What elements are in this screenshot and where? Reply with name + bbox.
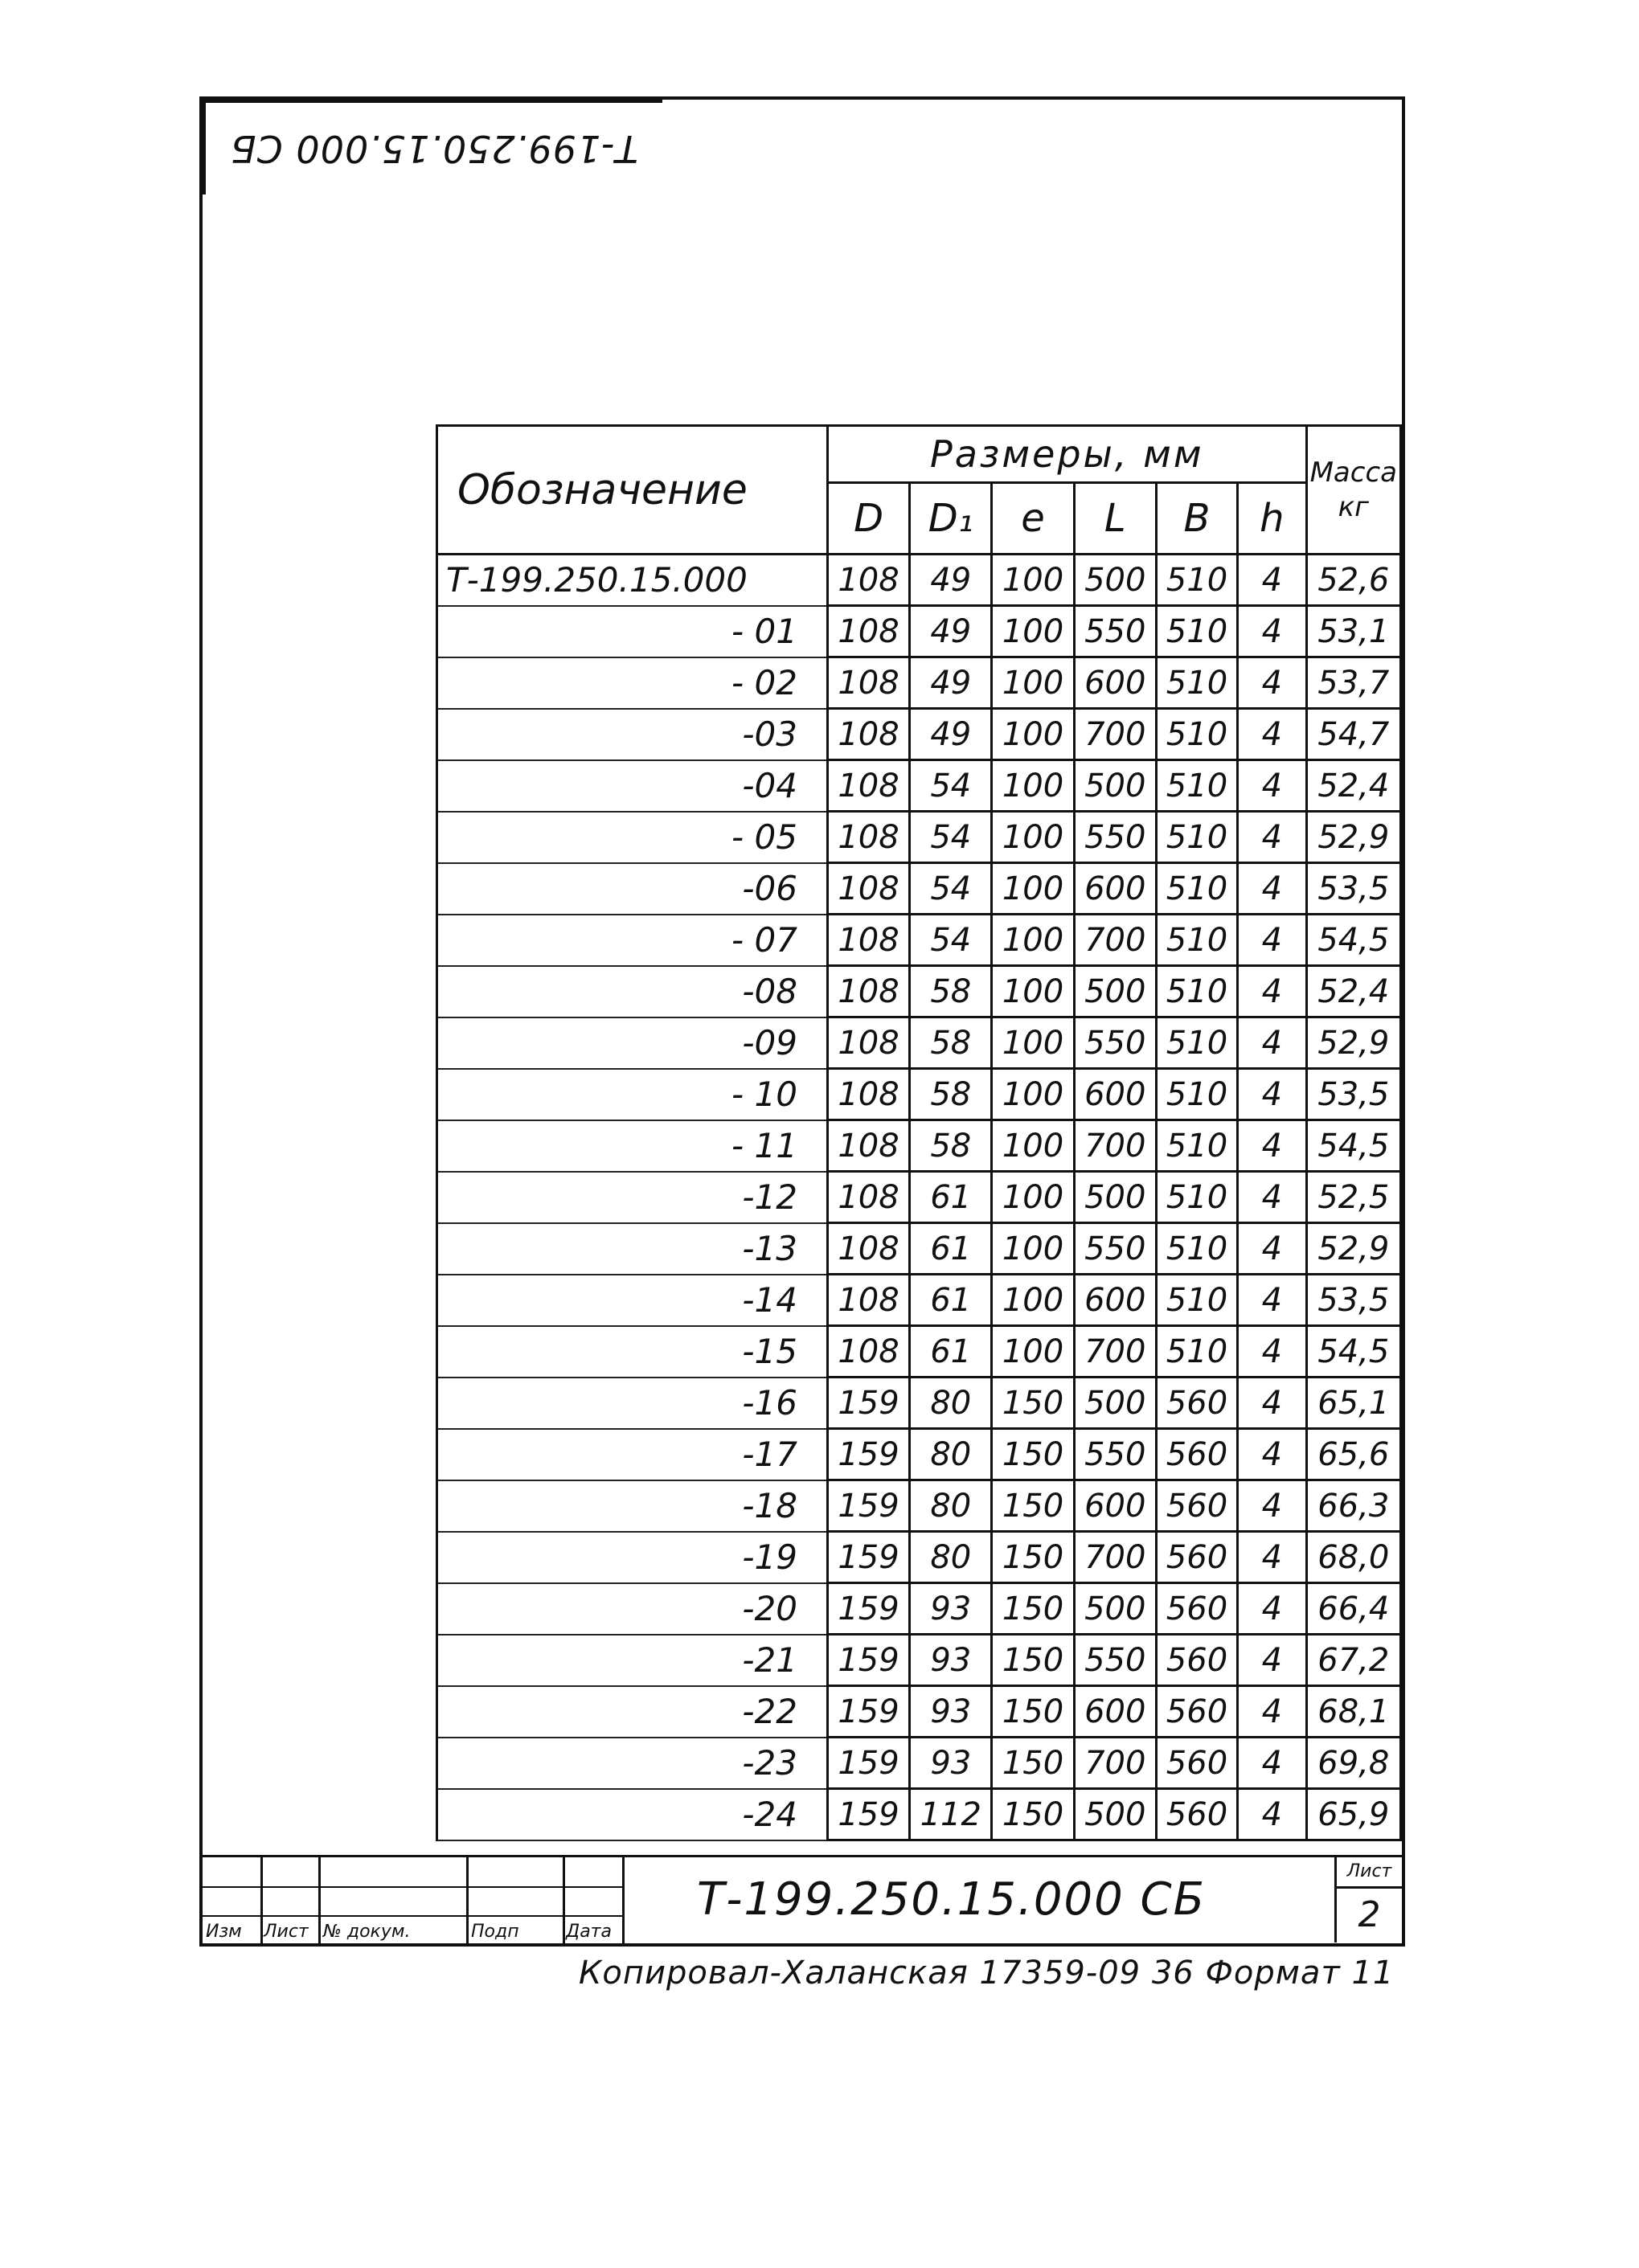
mass-cell: 67,2 [1306,1635,1400,1686]
cell-b: 510 [1156,812,1237,863]
label-signature: Подп [471,1922,519,1942]
cell-b: 560 [1156,1789,1237,1840]
cell-e: 150 [992,1686,1074,1738]
cell-l: 550 [1074,1635,1156,1686]
cell-h: 4 [1238,1069,1307,1120]
mass-cell: 65,1 [1306,1378,1400,1429]
sheet-number: 2 [1358,1894,1381,1935]
cell-b: 510 [1156,1223,1237,1275]
mass-cell: 53,7 [1306,657,1400,709]
cell-d: 159 [827,1789,909,1840]
cell-b: 510 [1156,863,1237,915]
cell-e: 100 [992,1120,1074,1172]
mass-cell: 54,7 [1306,709,1400,760]
mass-cell: 52,4 [1306,760,1400,812]
table-row [437,812,1401,863]
cell-d1: 80 [910,1429,992,1480]
cell-d1: 49 [910,709,992,760]
cell-l: 600 [1074,1686,1156,1738]
cell-d1: 54 [910,915,992,966]
label-change: Изм [206,1922,242,1942]
cell-d: 108 [827,555,909,606]
designation-cell: -18 [437,1480,828,1532]
cell-d1: 93 [910,1738,992,1789]
cell-d1: 80 [910,1532,992,1583]
sheet-label: Лист [1337,1857,1402,1889]
cell-d: 108 [827,1120,909,1172]
table-row [437,1017,1401,1069]
cell-b: 560 [1156,1480,1237,1532]
cell-h: 4 [1238,1583,1307,1635]
table-row [437,1789,1401,1840]
cell-d: 159 [827,1429,909,1480]
cell-d1: 61 [910,1275,992,1326]
mass-cell: 52,4 [1306,966,1400,1017]
cell-h: 4 [1238,863,1307,915]
cell-d1: 93 [910,1686,992,1738]
table-row [437,760,1401,812]
table-row [437,709,1401,760]
cell-h: 4 [1238,1378,1307,1429]
cell-e: 100 [992,966,1074,1017]
mass-cell: 66,4 [1306,1583,1400,1635]
cell-d: 108 [827,966,909,1017]
designation-cell: -23 [437,1738,828,1789]
cell-e: 100 [992,709,1074,760]
cell-e: 150 [992,1789,1074,1840]
cell-l: 700 [1074,1532,1156,1583]
cell-d: 108 [827,760,909,812]
designation-cell: -22 [437,1686,828,1738]
cell-b: 560 [1156,1686,1237,1738]
cell-d1: 49 [910,657,992,709]
cell-d: 108 [827,863,909,915]
designation-cell: -03 [437,709,828,760]
cell-e: 100 [992,915,1074,966]
table-row [437,1223,1401,1275]
cell-d1: 49 [910,606,992,657]
cell-l: 600 [1074,1275,1156,1326]
cell-h: 4 [1238,760,1307,812]
cell-d1: 54 [910,812,992,863]
cell-e: 150 [992,1429,1074,1480]
table-row [437,1120,1401,1172]
cell-l: 600 [1074,863,1156,915]
document-number: Т-199.250.15.000 СБ [697,1873,1207,1926]
cell-h: 4 [1238,812,1307,863]
cell-d: 108 [827,1223,909,1275]
cell-b: 510 [1156,555,1237,606]
cell-e: 100 [992,1326,1074,1378]
cell-d1: 61 [910,1223,992,1275]
cell-d: 108 [827,606,909,657]
mass-cell: 68,1 [1306,1686,1400,1738]
cell-d: 159 [827,1378,909,1429]
cell-b: 510 [1156,1017,1237,1069]
designation-cell: - 01 [437,606,828,657]
cell-d: 108 [827,657,909,709]
cell-l: 700 [1074,709,1156,760]
cell-l: 500 [1074,1172,1156,1223]
cell-l: 600 [1074,657,1156,709]
table-row [437,1172,1401,1223]
cell-h: 4 [1238,1120,1307,1172]
table-row [437,1480,1401,1532]
mass-cell: 65,9 [1306,1789,1400,1840]
cell-b: 510 [1156,606,1237,657]
cell-d1: 80 [910,1480,992,1532]
cell-e: 150 [992,1378,1074,1429]
cell-l: 600 [1074,1480,1156,1532]
designation-cell: -21 [437,1635,828,1686]
cell-d: 159 [827,1583,909,1635]
label-doc-number: № докум. [323,1922,411,1942]
designation-cell: -17 [437,1429,828,1480]
table-row [437,1635,1401,1686]
cell-d1: 54 [910,760,992,812]
cell-d: 108 [827,812,909,863]
cell-b: 510 [1156,1275,1237,1326]
mass-cell: 52,9 [1306,1017,1400,1069]
sheet-box [1334,1857,1402,1943]
inverted-document-code: Т-199.250.15.000 СБ [203,100,662,194]
mass-cell: 66,3 [1306,1480,1400,1532]
mass-cell: 53,5 [1306,863,1400,915]
table-row [437,966,1401,1017]
cell-l: 700 [1074,1738,1156,1789]
cell-d: 108 [827,1172,909,1223]
designation-cell: - 10 [437,1069,828,1120]
cell-d: 159 [827,1635,909,1686]
mass-cell: 69,8 [1306,1738,1400,1789]
label-sheet: Лист [264,1922,309,1942]
cell-h: 4 [1238,1480,1307,1532]
cell-b: 510 [1156,709,1237,760]
designation-cell: -19 [437,1532,828,1583]
mass-cell: 68,0 [1306,1532,1400,1583]
cell-l: 600 [1074,1069,1156,1120]
table-row [437,606,1401,657]
column-header-h: h [1238,483,1307,555]
mass-header [1306,426,1400,555]
cell-l: 500 [1074,1789,1156,1840]
mass-cell: 52,6 [1306,555,1400,606]
cell-e: 100 [992,760,1074,812]
designation-cell: - 07 [437,915,828,966]
cell-b: 560 [1156,1738,1237,1789]
cell-h: 4 [1238,1017,1307,1069]
designation-header: Обозначение [437,426,828,555]
cell-d: 159 [827,1480,909,1532]
table-row [437,915,1401,966]
mass-cell: 54,5 [1306,1326,1400,1378]
table-row [437,1738,1401,1789]
designation-cell: -20 [437,1583,828,1635]
designation-cell: -13 [437,1223,828,1275]
designation-cell: -15 [437,1326,828,1378]
cell-d: 108 [827,1326,909,1378]
cell-b: 560 [1156,1532,1237,1583]
cell-b: 510 [1156,1069,1237,1120]
table-row [437,1378,1401,1429]
cell-d1: 49 [910,555,992,606]
cell-d1: 58 [910,966,992,1017]
cell-e: 100 [992,1017,1074,1069]
cell-l: 500 [1074,760,1156,812]
mass-header-label: Масса [1309,456,1397,489]
cell-b: 560 [1156,1429,1237,1480]
cell-h: 4 [1238,1223,1307,1275]
cell-d1: 58 [910,1120,992,1172]
drawing-sheet [199,96,1405,1947]
cell-l: 500 [1074,966,1156,1017]
designation-cell: -09 [437,1017,828,1069]
designation-cell: -06 [437,863,828,915]
cell-d1: 93 [910,1583,992,1635]
cell-d1: 93 [910,1635,992,1686]
table-row [437,1583,1401,1635]
cell-d: 108 [827,1069,909,1120]
designation-cell: -08 [437,966,828,1017]
cell-b: 510 [1156,966,1237,1017]
mass-header-unit: кг [1338,490,1369,523]
column-header-b: B [1156,483,1237,555]
cell-e: 100 [992,657,1074,709]
cell-b: 560 [1156,1378,1237,1429]
title-block [203,1855,1402,1943]
table-row [437,555,1401,606]
cell-h: 4 [1238,1326,1307,1378]
cell-h: 4 [1238,1738,1307,1789]
table-row [437,1275,1401,1326]
label-date: Дата [566,1922,612,1942]
cell-d1: 112 [910,1789,992,1840]
cell-e: 150 [992,1583,1074,1635]
cell-e: 150 [992,1635,1074,1686]
cell-h: 4 [1238,1275,1307,1326]
cell-d1: 58 [910,1017,992,1069]
designation-cell: Т-199.250.15.000 [437,555,828,606]
cell-l: 550 [1074,1017,1156,1069]
cell-e: 100 [992,1223,1074,1275]
cell-b: 560 [1156,1635,1237,1686]
dimensions-header: Размеры, мм [827,426,1306,483]
cell-b: 510 [1156,1172,1237,1223]
cell-e: 100 [992,1172,1074,1223]
cell-e: 100 [992,606,1074,657]
cell-b: 560 [1156,1583,1237,1635]
cell-h: 4 [1238,1789,1307,1840]
revision-grid [203,1855,622,1943]
designation-cell: - 05 [437,812,828,863]
cell-h: 4 [1238,709,1307,760]
cell-h: 4 [1238,1172,1307,1223]
cell-h: 4 [1238,915,1307,966]
cell-d: 108 [827,1017,909,1069]
cell-l: 550 [1074,812,1156,863]
dimensions-table [436,424,1402,1841]
designation-cell: - 02 [437,657,828,709]
column-header-d: D [827,483,909,555]
column-header-d1: D₁ [910,483,992,555]
table-row [437,863,1401,915]
cell-d: 159 [827,1532,909,1583]
designation-cell: -14 [437,1275,828,1326]
title-main [622,1855,1402,1943]
cell-l: 700 [1074,915,1156,966]
designation-cell: -12 [437,1172,828,1223]
mass-cell: 53,1 [1306,606,1400,657]
cell-d1: 58 [910,1069,992,1120]
cell-d1: 80 [910,1378,992,1429]
cell-h: 4 [1238,1429,1307,1480]
mass-cell: 54,5 [1306,915,1400,966]
cell-e: 150 [992,1532,1074,1583]
cell-e: 100 [992,1069,1074,1120]
column-header-l: L [1074,483,1156,555]
mass-cell: 52,5 [1306,1172,1400,1223]
designation-cell: - 11 [437,1120,828,1172]
cell-e: 150 [992,1480,1074,1532]
cell-d: 159 [827,1686,909,1738]
table-row [437,1326,1401,1378]
cell-h: 4 [1238,1532,1307,1583]
cell-h: 4 [1238,657,1307,709]
mass-cell: 52,9 [1306,812,1400,863]
mass-cell: 53,5 [1306,1069,1400,1120]
table-row [437,1532,1401,1583]
column-header-e: e [992,483,1074,555]
cell-b: 510 [1156,657,1237,709]
designation-cell: -24 [437,1789,828,1840]
cell-l: 500 [1074,1378,1156,1429]
cell-h: 4 [1238,1635,1307,1686]
mass-cell: 52,9 [1306,1223,1400,1275]
cell-d: 108 [827,709,909,760]
cell-d1: 54 [910,863,992,915]
cell-d1: 61 [910,1326,992,1378]
designation-cell: -16 [437,1378,828,1429]
cell-h: 4 [1238,606,1307,657]
designation-cell: -04 [437,760,828,812]
cell-h: 4 [1238,555,1307,606]
table-row [437,1429,1401,1480]
cell-l: 550 [1074,1429,1156,1480]
cell-d1: 61 [910,1172,992,1223]
cell-b: 510 [1156,1326,1237,1378]
mass-cell: 53,5 [1306,1275,1400,1326]
table-row [437,1686,1401,1738]
cell-l: 700 [1074,1120,1156,1172]
cell-l: 700 [1074,1326,1156,1378]
cell-e: 100 [992,863,1074,915]
cell-d: 159 [827,1738,909,1789]
table-row [437,657,1401,709]
cell-b: 510 [1156,1120,1237,1172]
table-body [437,555,1401,1840]
cell-h: 4 [1238,966,1307,1017]
cell-e: 100 [992,1275,1074,1326]
mass-cell: 54,5 [1306,1120,1400,1172]
cell-l: 550 [1074,1223,1156,1275]
cell-b: 510 [1156,915,1237,966]
cell-e: 100 [992,555,1074,606]
cell-b: 510 [1156,760,1237,812]
cell-l: 500 [1074,555,1156,606]
cell-h: 4 [1238,1686,1307,1738]
cell-d: 108 [827,1275,909,1326]
cell-d: 108 [827,915,909,966]
cell-l: 500 [1074,1583,1156,1635]
copy-footer: Копировал-Халанская 17359-09 36 Формат 11 [579,1955,1395,1992]
mass-cell: 65,6 [1306,1429,1400,1480]
cell-l: 550 [1074,606,1156,657]
table-row [437,1069,1401,1120]
cell-e: 100 [992,812,1074,863]
cell-e: 150 [992,1738,1074,1789]
